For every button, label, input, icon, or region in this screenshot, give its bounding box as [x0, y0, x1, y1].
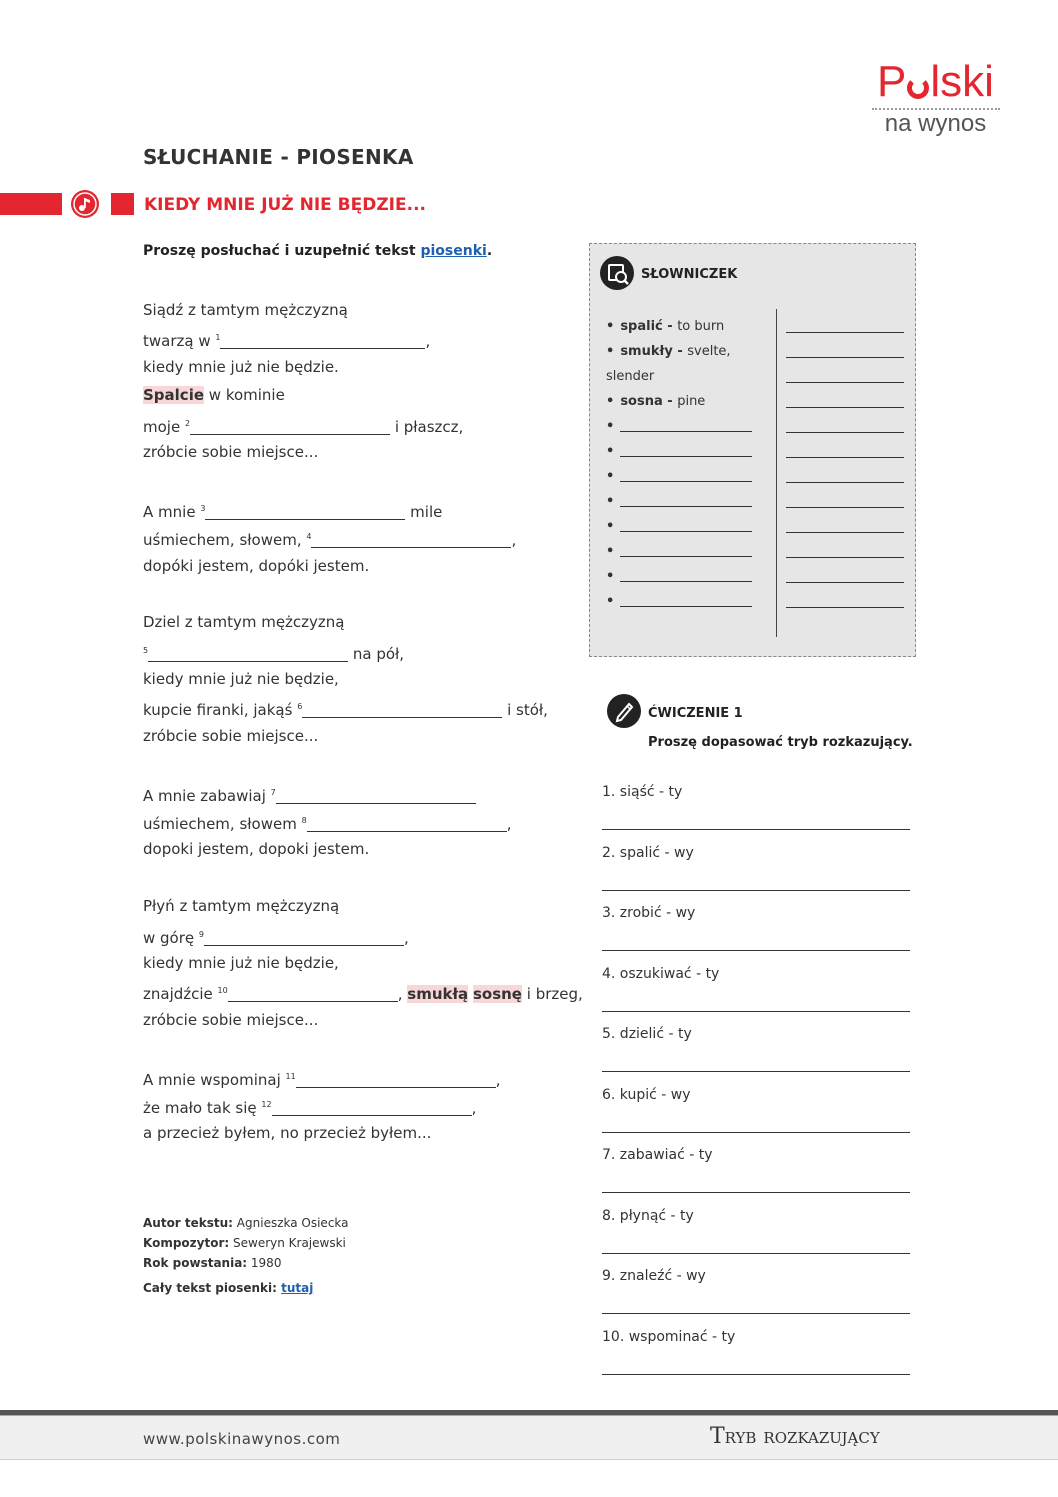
exercise-item: [602, 964, 912, 1025]
answer-line[interactable]: [602, 1132, 910, 1133]
gap-number: 5: [143, 645, 149, 655]
glossary-item: [606, 389, 762, 414]
lyrics-text: uśmiechem, słowem: [143, 815, 302, 834]
logo-brand: [868, 58, 1003, 106]
answer-line[interactable]: [602, 829, 910, 830]
stanza-gap: [143, 750, 593, 778]
lyrics-line: kiedy mnie już nie będzie,: [143, 670, 339, 689]
logo-brand-post: lski: [930, 57, 994, 106]
gap-blank[interactable]: [205, 502, 405, 520]
year-line: [143, 1253, 349, 1273]
lyrics-text: mile: [405, 502, 443, 521]
bullet: •: [606, 569, 615, 584]
year-value: 1980: [247, 1256, 282, 1270]
song-meta: [143, 1213, 349, 1298]
exercise-list: [602, 782, 912, 1387]
author-label: Autor tekstu:: [143, 1216, 233, 1230]
lyrics-line: [143, 807, 593, 835]
exercise-item: [602, 782, 912, 843]
answer-line[interactable]: [602, 1071, 910, 1072]
glossary-word: sosna -: [620, 394, 678, 409]
translation-blank[interactable]: [786, 458, 904, 483]
exercise-instruction: Proszę dopasować tryb rozkazujący.: [648, 735, 913, 750]
lyrics-line: [143, 410, 593, 438]
logo-subtitle: na wynos: [884, 110, 987, 137]
composer-value: Seweryn Krajewski: [229, 1236, 346, 1250]
footer-url[interactable]: www.polskinawynos.com: [143, 1430, 341, 1448]
gap-blank[interactable]: [148, 644, 348, 662]
highlighted-word: smukłą: [407, 985, 469, 1004]
logo-o-ring: [907, 77, 929, 99]
glossary-list: [606, 314, 762, 614]
stanza-gap: [143, 864, 593, 892]
glossary-blank-item[interactable]: [606, 539, 762, 564]
lyrics-text: A mnie zabawiaj: [143, 786, 271, 805]
glossary-divider: [776, 309, 777, 637]
lyrics-text: ,: [495, 1070, 501, 1089]
gap-blank[interactable]: [302, 700, 502, 718]
gap-number: 6: [297, 702, 303, 712]
bullet: •: [606, 419, 615, 434]
logo-brand-pre: P: [877, 57, 907, 106]
gap-number: 10: [217, 986, 228, 996]
glossary-item: [606, 339, 762, 389]
gap-blank[interactable]: [228, 984, 398, 1002]
lyrics-line: [143, 693, 593, 721]
gap-blank[interactable]: [272, 1098, 472, 1116]
lyrics-text: ,: [471, 1098, 477, 1117]
exercise-item: [602, 843, 912, 904]
song-lyrics: [143, 296, 593, 1148]
lyrics-line: [143, 637, 593, 665]
gap-blank[interactable]: [276, 786, 476, 804]
lyrics-line: [143, 1091, 593, 1119]
exercise-item: [602, 903, 912, 964]
translation-blank[interactable]: [786, 558, 904, 583]
exercise-prompt: 5. dzielić - ty: [602, 1026, 692, 1042]
glossary-definition: to burn: [677, 319, 725, 334]
gap-number: 7: [270, 787, 276, 797]
glossary-blank[interactable]: [620, 568, 752, 582]
instruction-end: .: [486, 243, 493, 259]
glossary-item: [606, 314, 762, 339]
page-title: SŁUCHANIE - PIOSENKA: [143, 145, 414, 169]
glossary-definition: svelte, slender: [606, 344, 731, 384]
highlighted-word: sosnę: [472, 985, 522, 1004]
lyrics-line: [143, 921, 593, 949]
lyrics-text: ,: [425, 332, 431, 351]
glossary-blank[interactable]: [620, 543, 752, 557]
gap-number: 3: [200, 503, 206, 513]
stanza-gap: [143, 580, 593, 608]
answer-line[interactable]: [602, 1374, 910, 1375]
lyrics-line: Siądź z tamtym mężczyzną: [143, 301, 348, 319]
lyrics-text: i płaszcz,: [390, 417, 464, 436]
lyrics-text: ,: [404, 928, 409, 947]
full-text-link[interactable]: tutaj: [281, 1281, 314, 1295]
exercise-prompt: 4. oszukiwać - ty: [602, 965, 720, 982]
gap-number: 12: [261, 1099, 272, 1109]
translation-blank[interactable]: [786, 408, 904, 433]
glossary-blank-item[interactable]: [606, 414, 762, 439]
bullet: •: [606, 494, 615, 509]
year-label: Rok powstania:: [143, 1256, 248, 1270]
glossary-blank[interactable]: [620, 468, 752, 482]
lyrics-text: znajdźcie: [143, 985, 218, 1004]
author-line: [143, 1213, 349, 1233]
lyrics-line: [143, 977, 593, 1005]
lyrics-line: a przecież byłem, no przecież byłem...: [143, 1124, 432, 1143]
lyrics-line: Dziel z tamtym mężczyzną: [143, 613, 345, 632]
exercise-item: [602, 1145, 912, 1206]
gap-blank[interactable]: [307, 814, 507, 832]
song-link[interactable]: piosenki: [420, 243, 487, 259]
exercise-item: [602, 1085, 912, 1146]
lyrics-text: twarzą w: [143, 332, 216, 351]
bullet: •: [606, 594, 615, 609]
gap-number: 4: [306, 532, 312, 542]
lyrics-text: ,: [397, 985, 408, 1004]
glossary-blank-item[interactable]: [606, 514, 762, 539]
pencil-icon: [607, 694, 641, 728]
author-value: Agnieszka Osiecka: [232, 1216, 349, 1230]
bullet: •: [606, 519, 615, 534]
glossary-blank[interactable]: [620, 518, 752, 532]
lyrics-text: A mnie: [143, 502, 201, 521]
lyrics-line: [143, 779, 593, 807]
gap-number: 11: [285, 1071, 296, 1081]
gap-blank[interactable]: [190, 417, 390, 435]
lyrics-line: kiedy mnie już nie będzie.: [143, 357, 339, 376]
lyrics-line: [143, 1063, 593, 1091]
answer-line[interactable]: [602, 890, 910, 891]
lyrics-text: A mnie wspominaj: [143, 1070, 286, 1089]
composer-label: Kompozytor:: [143, 1236, 230, 1250]
glossary-word: smukły -: [620, 344, 688, 359]
glossary-word: spalić -: [620, 319, 678, 334]
exercise-prompt: 8. płynąć - ty: [602, 1207, 694, 1224]
lyrics-line: kiedy mnie już nie będzie,: [143, 953, 339, 972]
glossary-book-icon: [600, 256, 634, 290]
bullet: •: [606, 319, 615, 334]
gap-blank[interactable]: [296, 1070, 496, 1088]
task-instruction: [143, 243, 492, 259]
glossary-blank-item[interactable]: [606, 439, 762, 464]
lyrics-text: ,: [506, 815, 512, 834]
stanza-gap: [143, 466, 593, 494]
lyrics-text: na pół,: [348, 644, 405, 663]
gap-blank[interactable]: [311, 530, 511, 548]
translation-blank[interactable]: [786, 583, 904, 608]
gap-number: 2: [184, 418, 191, 428]
lyrics-line: [143, 381, 593, 409]
gap-blank[interactable]: [204, 928, 404, 946]
glossary-blank-item[interactable]: [606, 564, 762, 589]
answer-line[interactable]: [602, 1192, 910, 1193]
exercise-prompt: 6. kupić - wy: [602, 1086, 691, 1103]
exercise-item: [602, 1024, 912, 1085]
glossary-blank[interactable]: [620, 493, 752, 507]
full-text-line: [143, 1278, 349, 1298]
glossary-blank[interactable]: [620, 593, 752, 607]
exercise-prompt: 2. spalić - wy: [602, 844, 694, 861]
highlighted-word: Spalcie: [143, 386, 205, 405]
glossary-blank-item[interactable]: [606, 464, 762, 489]
glossary-blank-item[interactable]: [606, 589, 762, 614]
instruction-text: Proszę posłuchać i uzupełnić tekst: [143, 243, 421, 259]
lyrics-text: i brzeg,: [521, 985, 583, 1004]
lyrics-text: uśmiechem, słowem,: [143, 531, 307, 550]
lyrics-text: ,: [511, 531, 517, 550]
exercise-prompt: 3. zrobić - wy: [602, 905, 696, 921]
translation-blank[interactable]: [786, 483, 904, 508]
answer-line[interactable]: [602, 1253, 910, 1254]
answer-line[interactable]: [602, 950, 910, 951]
glossary-definition: pine: [677, 394, 706, 409]
bullet: •: [606, 444, 615, 459]
lyrics-line: dopóki jestem, dopóki jestem.: [143, 556, 370, 575]
music-note-icon: [71, 190, 99, 218]
red-bar-decoration: [0, 193, 62, 215]
gap-number: 1: [215, 333, 221, 343]
translation-blank[interactable]: [786, 314, 904, 333]
answer-line[interactable]: [602, 1011, 910, 1012]
logo: [868, 58, 1003, 138]
exercise-item: [602, 1266, 912, 1327]
exercise-item: [602, 1206, 912, 1267]
composer-line: [143, 1233, 349, 1253]
stanza-gap: [143, 1034, 593, 1062]
exercise-title: ĆWICZENIE 1: [648, 706, 743, 721]
lyrics-line: zróbcie sobie miejsce...: [143, 726, 319, 745]
gap-number: 9: [198, 929, 204, 939]
red-square-decoration: [111, 193, 134, 215]
exercise-item: [602, 1327, 912, 1388]
exercise-prompt: 7. zabawiać - ty: [602, 1147, 713, 1163]
lyrics-line: zróbcie sobie miejsce...: [143, 442, 319, 461]
lyrics-text: kupcie firanki, jakąś: [143, 701, 298, 720]
lyrics-text: moje: [143, 417, 185, 436]
lyrics-text: i stół,: [502, 701, 548, 720]
translation-blank[interactable]: [786, 533, 904, 558]
answer-line[interactable]: [602, 1313, 910, 1314]
exercise-prompt: 1. siąść - ty: [602, 784, 683, 800]
translation-blank[interactable]: [786, 358, 904, 383]
gap-blank[interactable]: [220, 331, 425, 349]
translation-blank[interactable]: [786, 383, 904, 408]
glossary-blank[interactable]: [620, 418, 752, 432]
bullet: •: [606, 544, 615, 559]
lyrics-text: w kominie: [204, 386, 285, 405]
lyrics-line: zróbcie sobie miejsce...: [143, 1010, 319, 1029]
exercise-prompt: 10. wspominać - ty: [602, 1328, 736, 1345]
glossary-blank-item[interactable]: [606, 489, 762, 514]
lyrics-line: [143, 324, 593, 352]
lyrics-line: [143, 523, 593, 551]
translation-blank[interactable]: [786, 508, 904, 533]
glossary-title: SŁOWNICZEK: [641, 267, 738, 282]
lyrics-text: w górę: [143, 928, 199, 947]
translation-blank[interactable]: [786, 433, 904, 458]
full-text-label: Cały tekst piosenki:: [143, 1281, 282, 1295]
exercise-prompt: 9. znaleźć - wy: [602, 1268, 706, 1284]
lyrics-text: że mało tak się: [143, 1098, 262, 1117]
glossary-panel: [589, 243, 916, 657]
lyrics-line: [143, 495, 593, 523]
song-title: KIEDY MNIE JUŻ NIE BĘDZIE...: [144, 195, 426, 215]
lyrics-line: Płyń z tamtym mężczyzną: [143, 897, 340, 916]
glossary-translation-column: [786, 314, 904, 608]
lyrics-line: dopoki jestem, dopoki jestem.: [143, 840, 370, 859]
bullet: •: [606, 344, 615, 359]
bullet: •: [606, 469, 615, 484]
glossary-blank[interactable]: [620, 443, 752, 457]
gap-number: 8: [301, 816, 307, 826]
footer-topic: Tryb rozkazujący: [710, 1424, 880, 1449]
translation-blank[interactable]: [786, 333, 904, 358]
bullet: •: [606, 394, 615, 409]
